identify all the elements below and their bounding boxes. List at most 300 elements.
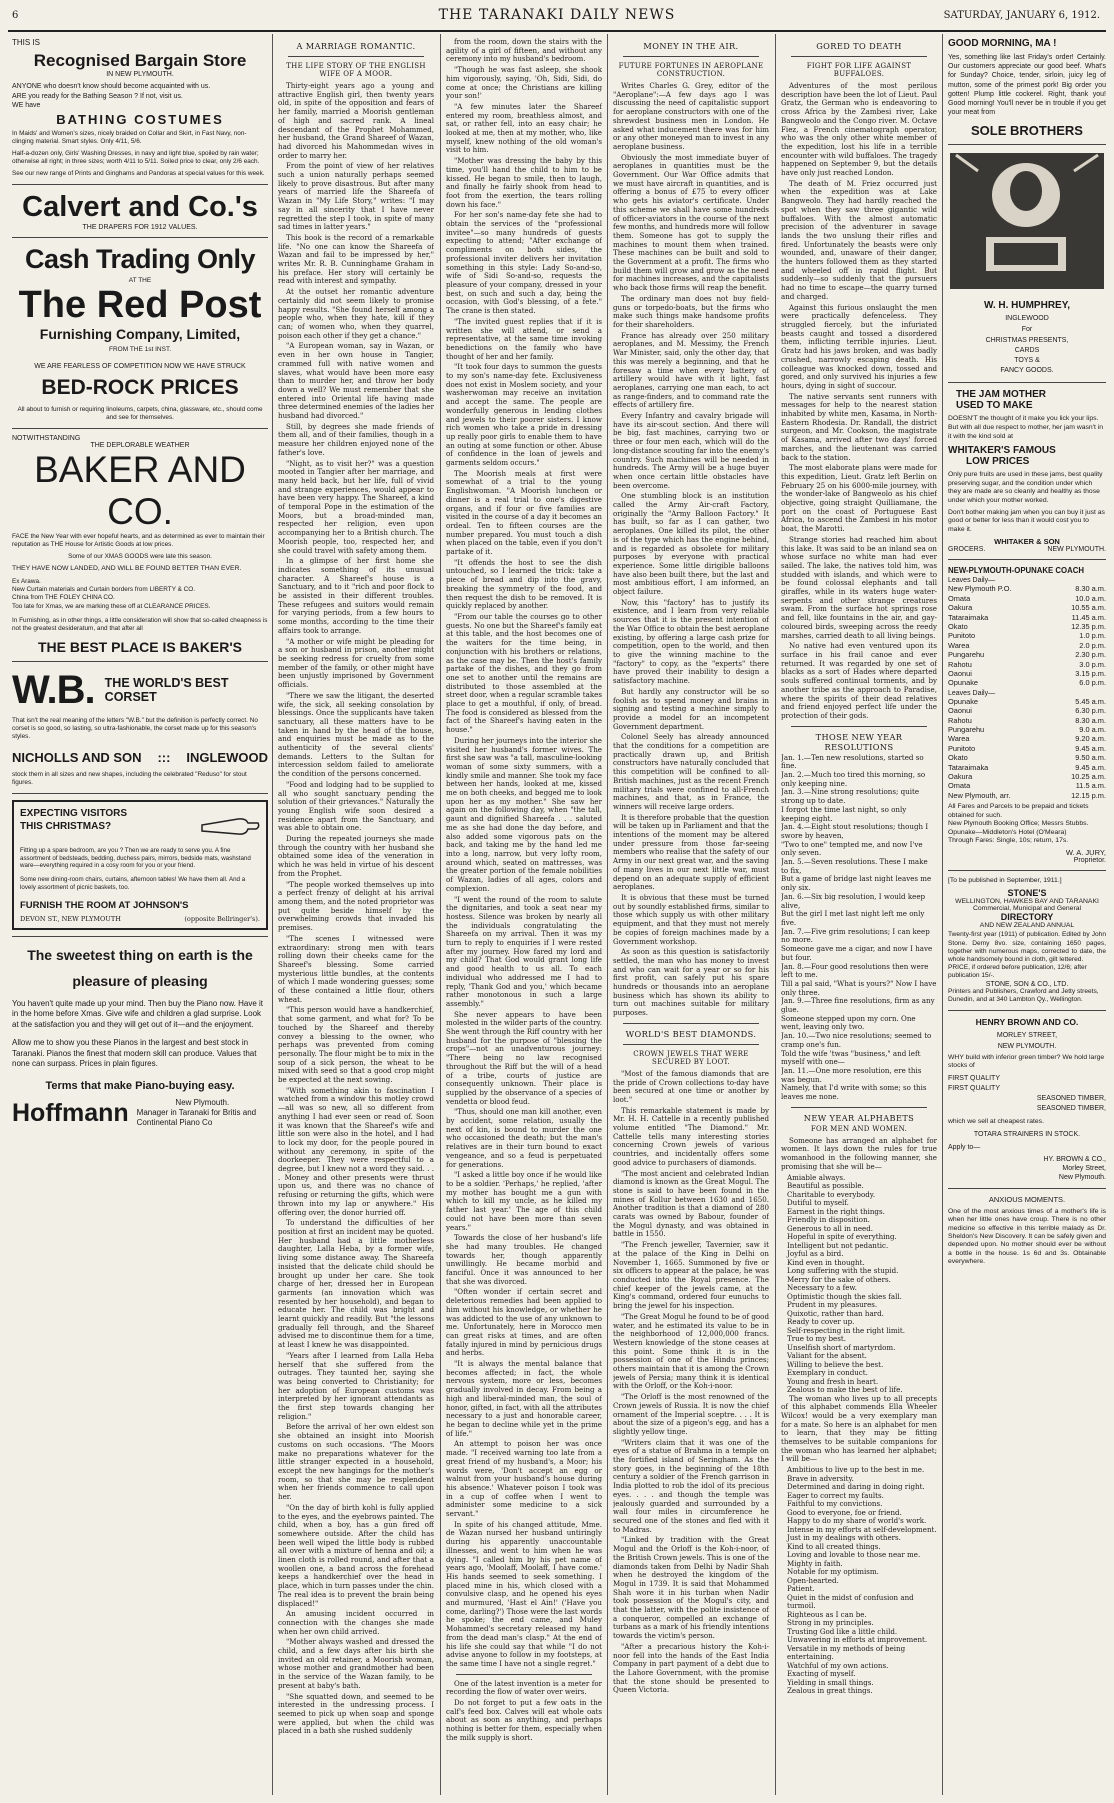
article-paragraph: "It is always the mental balance that becomes affected; in fact, the whole nervous system, more or less, becomes gradually involved in decay. From being a high and liberal-minded man, the soul of honor, gifted, in fact, with all the attributes necessary to a just and honorable career, he began to decline while yet in the prime of life." — [446, 1359, 602, 1438]
divider — [12, 661, 268, 662]
article-paragraph: Writes Charles G. Grey, editor of the "Aeroplane":—A few days ago I was discussing the need of capitalistic support for aeroplane constructors with one of the shrewdest business men in London. He asked what inducement there was for him or any other moneyed man to invest in any aeroplane business. — [613, 81, 769, 151]
timetable-row — [948, 641, 1106, 650]
list-item: Jan. 5.—Seven resolutions. These I make to fix, — [781, 857, 928, 875]
article-paragraph: "Food and lodging had to be supplied to all who sought sanctuary pending the solution of their grievances." Naturally the young English wife soon desired a residence apart from the Sanctuary, and was able to obtain one. — [278, 779, 434, 833]
ad-heading: EXPECTING VISITORS — [20, 807, 128, 819]
ad-text: Apply to— — [948, 1143, 981, 1151]
list-item: Strong in my principles. — [787, 1618, 874, 1628]
ad-heading: THE BEST PLACE IS BAKER'S — [37, 638, 243, 655]
timetable-row — [948, 631, 1106, 640]
list-item: Too late for Xmas, we are marking these off at CLEARANCE PRICES. — [12, 602, 211, 610]
divider — [12, 793, 268, 794]
ad-text: Don't bother making jam when you can buy it just as good or better for less than it would cost you to make it. — [948, 508, 1105, 533]
list-item: Necessary to a few. — [787, 1283, 857, 1293]
hoffmann-ad — [12, 947, 268, 1128]
article-marriage-romantic — [278, 38, 434, 1795]
article-paragraph: "Night, as to visit her?" was a question mooted in Tangier after her marriage, and many held back, but her life, full of vivid and strange experiences, would appear to have been very happy. The Shareef, a kind of temporal Pope in the estimation of the Moors, but a broad-minded man, respected her religion, even upon accompanying her to a British church. The Moorish people, too, respected her, and she could travel with safety among them. — [278, 458, 434, 555]
article-subtitle: FUTURE FORTUNES IN AEROPLANE CONSTRUCTION. — [618, 62, 764, 78]
article-paragraph: from the room, down the stairs with the agility of a girl of fifteen, and without any ceremony into my husband's bedroom. — [446, 38, 602, 64]
article-paragraph: The death of M. Friez occurred just when the expedition was at Lake Bangweolo. They had hardly reached the spot when they saw three gigantic wild buffaloes. With the almost automatic precision of the adventurer in savage lands the two unslung their rifles and fired. Unfortunately the beasts were only wounded, and, unaware of their danger, the hunters followed them as they started and wheeled off in rapid flight. But suddenly—so suddenly that the pursuers had no time to escape—the quarry turned and charged. — [781, 178, 937, 301]
divider — [623, 1023, 759, 1024]
timetable-up — [948, 697, 1106, 800]
column-rule — [272, 34, 273, 1795]
stop-time: 6.0 p.m. — [1079, 678, 1106, 688]
stop-name: Punitoto — [948, 631, 976, 641]
ad-town: NEW PLYMOUTH. — [1047, 546, 1106, 554]
list-item: Dutiful to myself. — [787, 1198, 849, 1208]
ad-text: See our new range of Prints and Ginghams and Pandoras at special values for this week. — [12, 170, 265, 177]
list-item: Loving and lovable to those near me. — [787, 1550, 921, 1560]
article-paragraph: One stumbling block is an institution called the Army Air-craft Factory, originally the "Army Balloon Factory." It has built, so far as I can gather, two aeroplanes. One killed its pilot, the other is of the type which has the engine behind, and is regarded as obsolete for military purposes by everyone with practical experience. Some little dirigible balloons have also been built there, but the last and most ambitious effort, I am informed, an object failure. — [613, 491, 769, 597]
column-rule — [775, 34, 776, 1795]
ad-heading: BED-ROCK PRICES — [41, 376, 239, 399]
masthead-rule — [8, 30, 1106, 32]
stop-time: 9.45 a.m. — [1075, 743, 1106, 753]
list-item: Till a pal said, "What is yours?" Now I have only three. — [781, 978, 937, 997]
list-item: Jan. 3.—Nine strong resolutions; quite strong up to date. — [781, 787, 920, 806]
article-paragraph: As soon as this question is satisfactorily settled, the man who has money to invest and who can wait for a year or so for his first profit, can safely put his spare hundreds or thousands into an aeroplane business which has shown its ability to turn out machines suitable for military purposes. — [613, 947, 769, 1018]
divider — [948, 382, 1106, 383]
list-item: Zealous to make the best of life. — [787, 1385, 903, 1395]
article-paragraph: "On the day of birth kohl is fully applied to the eyes, and the eyebrows painted. The child, when a boy, has a gun fired off somewhere outside. After the child has been well wiped the little body is rubbed all over with a mixture of henna and oil; a linen cloth is rolled round, and after that a woollen one, a band across the forehead keeps a handkerchief over the head in place, which in turn passes under the chin. The real idea is to prevent the brain being displaced!" — [278, 1502, 434, 1608]
list-item: Intense in my efforts at self-development. — [787, 1524, 937, 1534]
page-number: 6 — [12, 10, 19, 21]
ad-note: (opposite Bellringer's). — [184, 914, 260, 923]
list-item: Beautiful as possible. — [787, 1181, 864, 1191]
list-item: Quiet in the midst of confusion and turmoil. — [787, 1592, 914, 1611]
article-paragraph: But hardly any constructor will be so foolish as to spend money and brains in signing and testing a machine simply to provide a model for an incompetent Government department. — [613, 686, 769, 731]
ad-name: The Red Post — [18, 284, 262, 326]
divider — [12, 936, 268, 937]
stop-name: Tataraimaka — [948, 762, 989, 772]
ad-name: BAKER AND CO. — [34, 449, 246, 532]
ad-list — [12, 578, 268, 611]
masthead — [0, 0, 1114, 32]
article-paragraph: During the repeated journeys she made through the country with her husband she obtained some idea of the veneration in which he was held in virtue of his descent from the Prophet. — [278, 834, 434, 878]
johnson-ad — [12, 800, 268, 930]
list-item: Jan. 4.—Eight stout resolutions; though I swore by heaven, — [781, 822, 929, 840]
list-item: Determined and daring in doing right. — [787, 1482, 925, 1492]
stop-name: Punitoto — [948, 743, 976, 753]
ad-signature — [948, 1155, 1106, 1182]
list-item: TOYS & — [1014, 357, 1040, 365]
timetable-row — [948, 716, 1106, 725]
ad-heading: Terms that make Piano-buying easy. — [45, 1079, 235, 1092]
ad-name: NICHOLLS AND SON — [12, 749, 142, 765]
article-paragraph: An attempt to poison her was once made. "I received warning too late from a great friend of my husband's, a Moor; his words were, 'Don't accept an egg or walnut from your husband's house during his absence.' Whatever poison I took was in a cup of coffee when I went to administer some medicine to a sick servant." — [446, 1439, 602, 1519]
list-item: Jan. 8.—Four good resolutions then were left to me. — [781, 961, 929, 980]
ad-heading: ANXIOUS MOMENTS. — [988, 1194, 1066, 1204]
issue-date: SATURDAY, JANUARY 6, 1912. — [943, 10, 1100, 21]
corset-ad — [12, 668, 268, 787]
ad-title: Recognised Bargain Store — [33, 51, 247, 70]
list-item: Faithful to my convictions. — [787, 1499, 883, 1509]
timetable-row — [948, 744, 1106, 753]
ad-text: Printers and Publishers, Crawford and Jetty streets, Dunedin, and at 340 Lambton Qy., Wellington. — [948, 987, 1099, 1003]
stop-name: Oakura — [948, 603, 973, 613]
stop-time: 6.30 p.m. — [1075, 706, 1106, 716]
list-item: Jan. 2.—Much too tired this morning, so only keeping nine. — [781, 770, 926, 788]
ad-heading: NEW-PLYMOUTH-OPUNAKE COACH — [948, 566, 1084, 576]
list-item: Jan. 10.—Two nice resolutions; seemed to cramp one's fun. — [781, 1031, 932, 1049]
stop-time: 9.50 a.m. — [1075, 753, 1106, 763]
stop-name: Oakura — [948, 772, 973, 782]
divider — [456, 1674, 592, 1675]
ad-line: ANYONE who doesn't know should become acquainted with us. — [12, 83, 211, 90]
timetable-row — [948, 753, 1106, 762]
ad-text: Some of our XMAS GOODS were late this season. — [68, 553, 212, 560]
ad-text: Some new dining-room chairs, curtains, afternoon tables! We have them all. And a lovely assortment of picnic baskets, too. — [20, 876, 246, 891]
article-paragraph: "Thus, should one man kill another, even by accident, some relation, usually the next of kin, is bound to murder the one who occasioned the death; but the man's relatives are in their turn bound to exact vengeance, and so a feud is perpetuated for generations. — [446, 1107, 602, 1169]
ad-kicker: NOTWITHSTANDING — [12, 435, 81, 442]
list-item: CARDS — [1014, 347, 1040, 355]
article-paragraph: "A European woman, say in Wazan, or even in her own house in Tangier, crammed full with native women and slaves, what would have been more easy than to murder her, and throw her body down a well? We must remember that she entered into Oriental life having made three determined enemies of the ladies her husband had divorced." — [278, 341, 434, 421]
article-paragraph: This remarkable statement is made by Mr. H. H. Cattelle in a recently published volume entitled "The Diamond." Mr. Cattelle tells many interesting stories concerning Crown jewels of various countries, and incidentally offers some good advice to purchasers of diamonds. — [613, 1105, 769, 1167]
list-item: Prudent in my pleasures. — [787, 1300, 878, 1310]
stop-name: Opunake — [948, 678, 978, 688]
list-item: "Two to one" tempted me, and now I've only seven. — [781, 839, 923, 858]
column-rule — [607, 34, 608, 1795]
stop-name: Warea — [948, 734, 970, 744]
article-paragraph: For her son's name-day fete she had to obtain the services of the "professional invitee"—so many hundreds of guests expecting to attend; "After exchange of compliments on both sides, the professional inviter delivers her invitation something in this style: Lady So-and-so, wife of Sidi So-and-so, requests the pleasure of your company, dressed in your best, on such and such a day, being the occasion, with God's blessing, of a fete." The crane is then stated. — [446, 210, 602, 316]
stop-name: Warea — [948, 640, 970, 650]
article-paragraph: To understand the difficulties of her position at first an incident may be quoted. Her husband had a little motherless daughter, Lalla Heba, by a former wife, living some distance away. The Shareefa insisted that the delicate child should be brought up under her care. She took charge of her, dressed her in European garments (an innovation which was resented by her household), and began to educate her. The child was bright and learnt quickly and readily. But "the lessons gradually fell through, and the Shareef advised me to discontinue them for a time, at least I knew he was disappointed. — [278, 1218, 434, 1350]
timetable-down — [948, 584, 1106, 687]
divider — [12, 184, 268, 185]
ad-text: In Maids' and Women's sizes, nicely braided on Collar and Skirt, in Fast Navy, non-clinging material. Smart styles. Only 4/11, 5/6. — [12, 130, 247, 145]
stop-time: 8.30 a.m. — [1075, 584, 1106, 594]
stop-name: Okato — [948, 753, 968, 763]
ad-text: Commercial, Municipal and General — [972, 905, 1082, 913]
article-paragraph: "There we saw the litigant, the deserted wife, the sick, all seeking consolation by blessings. Once the supplicants have taken sanctuary, all these matters have to be taken in hand by the head of the house, and enquiries must be made as to the authenticity of the several clients' demands. Letters to the Sultan for intercession seldom failed to ameliorate the condition of the persons concerned. — [278, 690, 434, 779]
timetable-row — [948, 763, 1106, 772]
article-paragraph: Thirty-eight years ago a young and attractive English girl, then twenty years old, in spite of the opposition and fears of her family, married a Moorish gentleman of high and sacred rank. A lineal descendant of the Prophet Mohammed, her husband, the Grand Shareef of Wazan, had divorced his Mahommedan wives in order to marry her. — [278, 81, 434, 160]
article-paragraph: "With something akin to fascination I watched from a window this motley crowd—all was so new, all so different from anything I had ever seen or read of. Soon it was known that the Shareef's wife and little son were also in the hotel, and I had to lock my door, for the people poured in without any ceremony, in spite of the doorkeeper. They were respectful to a degree, but I knew not a word they said. . . . Money and other presents were thrust upon us, and there was no chance of refusing or returning the gifts, which were thrown into my lap or anywhere." His offering over, the donor hurried off. — [278, 1085, 434, 1217]
list-item: Intelligent but not pedantic. — [787, 1240, 889, 1250]
news-item: Do not forget to put a few oats in the calf's feed box. Calves will eat whole oats about as soon as anything, and perhaps nothing is better for them, especially when the milk supply is short. — [446, 1698, 602, 1742]
article-paragraph: Now, this "factory" has to justify its existence, and I learn from very reliable sources that it is the present intention of the War Office to obtain the best aeroplane existing, by offering a large cash prize for competition, open to the world, and then to give the winning machine to the "factory" to copy, as the "experts" there have proved their inability to design a satisfactory machine. — [613, 597, 769, 686]
ad-text: Only pure fruits are used in these jams, best quality preserving sugar, and the condition under which they are made are so cleanly and healthy as those under which your mother worked. — [948, 471, 1103, 504]
ad-text: Leaves Daily— — [948, 577, 996, 585]
ad-sub: THE DRAPERS FOR 1912 VALUES. — [82, 224, 198, 231]
ad-text: Yes, something like last Friday's order! Certainly. Our customers appreciate our good beef. What's for Sunday? Choice, tender, sirloin, juicy leg of mutton, some of the primest pork! Big order you gotten! Plump little cockerel. Right, thank you! Good morning! You'll never be in trouble if you get your meat from — [948, 54, 1106, 117]
ad-line: WE have — [12, 102, 41, 109]
ad-logo-text: W.B. — [12, 667, 95, 712]
stop-time: 2.0 p.m. — [1079, 640, 1106, 650]
stop-name: Oaonui — [948, 669, 972, 679]
timetable-row — [948, 622, 1106, 631]
article-paragraph: She never appears to have been molested in the wilder parts of the country. She went through the Riff country with her husband for the purpose of "blessing the crops"—not an unadventurous journey: "There being no law recognised throughout the Riff but the will of a head of a tribe, courts of justice are consequently unknown. Their place is supplied by the observance of a species of vendetta or blood feud. — [446, 1009, 602, 1106]
ad-text: which we sell at cheapest rates. — [948, 1117, 1044, 1125]
ad-heading: USED TO MAKE — [956, 400, 1033, 412]
ad-address-row — [948, 546, 1106, 553]
ad-heading: DIRECTORY — [1000, 912, 1054, 923]
list-item: Watchful of my own actions. — [787, 1660, 889, 1670]
ad-heading: THE JAM MOTHER — [956, 389, 1046, 401]
ad-name: Hoffmann — [12, 1098, 129, 1127]
ad-name: W. H. HUMPHREY, — [983, 300, 1071, 312]
ad-name: SOLE BROTHERS — [971, 123, 1083, 139]
timetable-row — [948, 603, 1106, 612]
article-paragraph: "It took four days to summon the guests to my son's name-day fete. Exclusiveness does not exist in Moslem society, and your washerwoman may receive an invitation and accept the same. The people are wonderfully generous in lending clothes and jewels to their poorer sisters. I know rich women who take a pride in dressing up really poor girls to enable them to have an outing at some function or other. Abuse of confidence in the loan of jewels and garments seldom occurs." — [446, 362, 602, 468]
list-item: New Curtain materials and Curtain borders from LIBERTY & CO. — [12, 586, 196, 594]
stop-time: 10.55 a.m. — [1071, 603, 1106, 613]
article-paragraph: "The Orloff is the most renowned of the Crown jewels of Russia. It is now the chief ornament of the Imperial sceptre. . . . It is about the size of a pigeon's egg, and has a slightly yellow tinge. — [613, 1392, 769, 1436]
list-item: Earnest in the right things. — [787, 1206, 885, 1216]
timetable-row — [948, 660, 1106, 669]
list-item: Namely, that I'd write with some; so this leaves me none. — [781, 1083, 927, 1102]
list-item: Happy to do my share of world's work. — [787, 1516, 927, 1526]
ad-text: FACE the New Year with ever hopeful hearts, and as determined as ever to maintain their reputation as THE House for Artistic Goods at low prices. — [12, 533, 265, 548]
article-paragraph: Adventures of the most perilous description have been the lot of Lieut. Paul Gratz, the German who is endeavoring to cross Africa by the Zambesi river, Lake Bangweolo and the Congo river. M. Octave Fiez, a French cinematograph operator, who was the only other white member of the expedition, lost his life in a terrible encounter with wild buffaloes. The tragedy happened on September 9, but the details have only just reached London. — [781, 81, 937, 178]
article-paragraph: "Years after I learned from Lalla Heba herself that she suffered from the outrages. They taunted her, saying she was being converted to Christianity; for her adoption of European customs was interpreted by her ignorant attendants as the first step towards changing her religion." — [278, 1350, 434, 1421]
article-paragraph: "I asked a little boy once if he would like to be a soldier. 'Perhaps,' he replied, 'after my mother has bought me a gun with which to kill my uncle, as he killed my father last year.' The age of this child could not have been more than seven years." — [446, 1170, 602, 1232]
article-paragraph: "The Great Mogul he found to be of good water, and he estimated its value to be in the neighborhood of 12,000,000 francs. Western knowledge of the stone ceases at this point. Some think it is in the possession of one of the Hindu princes; others maintain that it is among the Crown jewels of Persia; many think it is identical with the Orloff, or the Koh-i-noor. — [613, 1311, 769, 1391]
stop-time: 11.5 a.m. — [1075, 781, 1106, 791]
list-item: Mighty in faith. — [787, 1558, 843, 1568]
advert-column — [12, 38, 268, 1795]
article-paragraph: In a glimpse of her first home she indicates something of its unusual character. A Shareef's house is a Sanctuary, and to it "rich and poor flock to be assisted in their different troubles. These refugees and suitors would remain for varying periods, from a few hours to some months, according to the time their affairs took to arrange. — [278, 556, 434, 635]
ad-text: Half-a-dozen only, Girls' Washing Dresses, in navy and light blue, spoiled by rain water; otherwise all right; in three sizes; worth 4/11 to 5/11. Soiled price to clear, only 2/6 each. — [12, 150, 260, 165]
ad-text: THEY HAVE NOW LANDED, AND WILL BE FOUND BETTER THAN EVER. — [12, 565, 242, 572]
separator: ::: — [157, 749, 171, 765]
ad-heading: BATHING COSTUMES — [56, 112, 224, 127]
article-paragraph: The woman who lives up to all precepts of this alphabet commends Ella Wheeler Wilcox! would be a very exemplary man for a mate. So here is an alphabet for men to learn, that they may be fitting themselves to be suitable companions for the woman who has learned her alphabet; I will be— — [781, 1393, 937, 1464]
divider — [623, 1044, 759, 1045]
divider — [791, 56, 927, 57]
stop-time: 12.15 p.m. — [1071, 790, 1106, 800]
list-item: Jan. 9.—Three fine resolutions, firm as any glue. — [781, 996, 935, 1015]
article-paragraph: Every Infantry and cavalry brigade will have its air-scout section. And there will be big, fast machines, carrying two or three or four men each, which will do the long-distance scouting far into the enemy's country. Such machines will be needed in hundreds. The Army will be a huge buyer when once certain little obstacles have been overcome. — [613, 411, 769, 490]
list-item: Ready to cover up. — [787, 1317, 855, 1327]
article-paragraph: "Linked by tradition with the Great Mogul and the Orloff is the Koh-i-noor, of the British Crown jewels. This is one of the diamonds taken from Delhi by Nadir Shah when he destroyed the kingdom of the Mogul in 1739. It is said that Mohammed Shah wore it in his turban when Nadir took possession of the Mogul's city, and that the latter, with the polite insistence of a conqueror, compelled an exchange of turbans as a mark of his friendly intentions towards the victim's person. — [613, 1535, 769, 1641]
ad-text: AND NEW ZEALAND ANNUAL — [979, 922, 1075, 930]
list-item: Someone gave me a cigar, and now I have but four. — [781, 944, 933, 962]
ad-place: IN NEW PLYMOUTH. — [106, 71, 174, 78]
ad-text: Opunake—Middleton's Hotel (O'Meara) — [948, 828, 1067, 836]
ad-heading: WHITAKER'S FAMOUS — [948, 445, 1056, 457]
ad-text: Fitting up a spare bedroom, are you ? Then we are ready to serve you. A fine assortment of bedsteads, bedding, duchess pairs, mirrors, bedside mats, washstand ware—everything required in a cosy room for you or your friend. — [20, 846, 251, 870]
ad-text: Morley Street, — [1062, 1164, 1106, 1172]
article-paragraph: In spite of his changed attitude, Mme. de Wazan nursed her husband untiringly during his apparently unaccountable illnesses, and went to him when he was dying. "I called him by his pet name of years ago, 'Moolaff, Moolaff, I have come.' His hands seemed to seek something. I placed mine in his, which closed with a convulsive clasp, and he opened his eyes and murmured, 'Hast el Ain!' ('Have you come, darling?') Those were the last words he spoke; the end came, and Muley Mohammed's secretary released my hand from the dead man's clasp." At the end of his life she could say that while "I do not advise anyone to follow in my footsteps, at the same time I have not a single regret." — [446, 1519, 602, 1668]
timetable-row — [948, 706, 1106, 715]
ad-text: Leaves Daily— — [948, 689, 996, 697]
list-item: Good to everyone, foe or friend. — [787, 1507, 902, 1517]
article-paragraph: It is obvious that these must be turned out by soundly established firms, similar to those which supply us with other military equipment, and that they must not merely be copies of foreign machines made by a Government workshop. — [613, 892, 769, 946]
list-item: Optimistic though the skies fall. — [787, 1291, 902, 1301]
list-item: But the girl I met last night left me only five. — [781, 909, 925, 927]
list-item: Valiant for the absent. — [787, 1351, 867, 1361]
ad-title: Calvert and Co.'s — [22, 191, 258, 223]
ad-town: New Plymouth. — [1058, 1173, 1106, 1181]
ad-heading: THIS CHRISTMAS? — [20, 820, 112, 832]
ad-name: W. A. JURY, — [1065, 848, 1106, 858]
stop-time: 12.35 p.m. — [1071, 621, 1106, 631]
stop-time: 3.0 p.m. — [1079, 659, 1106, 669]
article-paragraph: "The invited guest replies that if it is written she will attend, or send a representative, at the same time invoking benedictions on the family who have thought of her and her family. — [446, 316, 602, 361]
advert-column-right — [948, 38, 1106, 1795]
stop-time: 9.20 a.m. — [1075, 734, 1106, 744]
article-paragraph: "From our table the courses go to other guests. No one but the Shareef's family eat at this table, and the host becomes one of the waiters for the time being, in conjunction with his brothers or relations, as the case may be. Then the host's family partake of the dishes, and they go from one set to another until the remains are distributed to those assembled at the street door, when a regular scramble takes place to get a mouthful, if only, of bread. The food is considered as blessed from the fact of the Shareef's having eaten in the house." — [446, 612, 602, 735]
ad-text: One of the most anxious times of a mother's life is when her little ones have croup. There is no other medicine so effective in this terrible malady as Dr. Sheldon's New Discovery. It can be safely given and depended upon. No mother should ever be without a bottle in the house. 1s 6d and 3s. Obtainable everywhere. — [948, 1207, 1106, 1266]
ad-text: Twenty-first year (1911) of publication. Edited by John Stone. Demy 8vo. size, containing 1650 pages, together with numerous maps, corrected to date, the whole handsomely bound in cloth, gilt lettered. — [948, 931, 1106, 963]
ad-text: All Fares and Parcels to be prepaid and tickets obtained for such. — [948, 803, 1089, 819]
article-paragraph: Against this furious onslaught the men were practically defenceless. They struggled fiercely, but the infuriated beasts caught and tossed a disordered them, inflicting terrible injuries. Lieut. Gratz had his jaws broken, and was badly crushed, narrowly escaping death. His colleague was knocked down, tossed and gored, and only survived his injuries a few hours, dying in sight of succour. — [781, 302, 937, 390]
ad-name: STONE'S — [1007, 888, 1047, 899]
article-paragraph: Strange stories had reached him about this lake. It was said to be an inland sea on whose surface no white man had ever sailed. The lake, the natives told him, was studded with islands, and which were to be found colossal elephants and tall giraffes, while in its waters huge water-serpents and other strange creatures swam. From the surface hot springs rose and fell, like fountains in the air, and gay-coloured birds, sweeping across the reedy marshes, carried death to all living beings. — [781, 534, 937, 640]
article-paragraph: "She squatted down, and seemed to be interested in the undressing process. I seemed to pick up when soap and sponge were applied, but when the child was placed in a bath she rushed suddenly — [278, 1691, 434, 1736]
article-title: THOSE NEW YEAR RESOLUTIONS — [815, 731, 903, 752]
ad-address-row — [20, 915, 260, 923]
list-item: Someone stepped upon my corn. One went, leaving only two. — [781, 1013, 916, 1032]
ad-title: Cash Trading Only — [24, 244, 256, 274]
list-item: I forgot the time last night, so only keeping eight. — [781, 804, 907, 823]
ad-name: STONE, SON & CO., LTD. — [985, 980, 1069, 988]
divider — [12, 428, 268, 429]
ad-text: WELLINGTON, HAWKES BAY AND TARANAKI — [955, 898, 1099, 906]
article-paragraph: At the outset her romantic adventure certainly did not seem likely to promise happy results. "She found herself among a people who, when they hate, kill if they can; of women who, when they quarrel, poison each other if they get a chance." — [278, 287, 434, 340]
stop-name: Oaonui — [948, 706, 972, 716]
article-paragraph: The native servants sent runners with messages for help to the nearest station inhabited by white men, Kasama, in North-Eastern Rhodesia. Dr. Randall, the district surgeon, and Mr. Cookson, the magistrate of Kasama, arrived after two days' forced marches, and the lieutenant was carried back to the station. — [781, 391, 937, 462]
article-title: WORLD'S BEST DIAMONDS. — [625, 1028, 757, 1039]
list-item: Joyful as a bird. — [787, 1249, 844, 1259]
article-paragraph: During her journeys into the interior she visited her husband's former wives. The first she saw was "a tall, masculine-looking woman of some sixty summers, with a kindly smile and manner. She took my face between her hands, looked at me, kissed me on both cheeks, and begged me to look upon her as my mother." She saw her again on the following day, when "the tall, gaunt and dignified Shareefa . . . saluted me as she had done the day before, and also added some vigorous pats on the back, and taking me by the hand led me into a long, narrow, but very lofty room, around which, seated on mattresses, was the greater portion of the female nobilities of Wazan, ladies of all ages, colors and complexion. — [446, 735, 602, 893]
list-item: Kind even in thought. — [787, 1257, 865, 1267]
list-item: CHRISTMAS PRESENTS, — [985, 337, 1069, 345]
list-item: Unselfish short of martyrdom. — [787, 1342, 896, 1352]
list-item: Ex Arawa. — [12, 578, 41, 585]
list-item: But a game of bridge last night leaves me only six. — [781, 874, 932, 893]
article-title: NEW YEAR ALPHABETS — [803, 1112, 915, 1123]
stop-name: New Plymouth, arr. — [948, 790, 1011, 800]
stop-name: Pungarehu — [948, 650, 985, 660]
ad-heading: The sweetest thing on earth is the — [27, 946, 253, 963]
list-item: Jan. 11.—One more resolution, ere this was begun. — [781, 1065, 922, 1084]
ad-heading: GOOD MORNING, MA ! — [948, 38, 1057, 49]
ad-heading: FURNISH THE ROOM AT JOHNSON'S — [20, 899, 189, 911]
list-item: SEASONED TIMBER, — [1036, 1104, 1106, 1112]
ad-text: New Plymouth Booking Office; Messrs Stubbs. — [948, 820, 1089, 828]
list-item: Ambitious to live up to the best in me. — [787, 1465, 925, 1475]
ad-text: Allow me to show you these Pianos in the largest and best stock in Taranaki. Pianos the finest that modern skill can produce. Values that none can surpass. Prices in plain figures. — [12, 1038, 257, 1069]
article-paragraph: "The most ancient and celebrated Indian diamond is known as the Great Mogul. The stone is said to have been found in the mines of Kollur between 1630 and 1650. Another tradition is that a diamond of 280 carats was owned by Babour, founder of the Mogul dynasty, and was obtained in battle in 1550. — [613, 1168, 769, 1239]
article-paragraph: "Mother was dressing the baby by this time, you'll hand the child to him to be kissed. He began to smile, then to laugh, and finally he fairly shook from head to foot from the exertion, the tears rolling down his face." — [446, 156, 602, 209]
ad-text: For — [1021, 326, 1033, 334]
ad-kicker: THE DEPLORABLE WEATHER — [90, 442, 190, 449]
ad-text: MORLEY STREET, — [996, 1031, 1058, 1039]
list-item: Told the wife 'twas "business," and left myself with one— — [781, 1048, 921, 1067]
list-item: Willing to believe the best. — [787, 1359, 884, 1369]
ad-text: Proprietor. — [1073, 857, 1106, 865]
article-paragraph: An amusing incident occurred in connection with the changes she made when her own child arrived. — [278, 1609, 434, 1636]
ad-address: DEVON ST., NEW PLYMOUTH — [20, 914, 121, 923]
list-item: Open-hearted. — [787, 1575, 839, 1585]
list-item: Zealous in great things. — [787, 1686, 873, 1696]
ad-line: ARE you ready for the Bathing Season ? If not, visit us. — [12, 93, 183, 100]
article-paragraph: From the point of view of her relatives such a union naturally perhaps seemed likely to prove disastrous. But after many years of married life the Shareefa of Wazan in "My Life Story," writes: "I may say in all sincerity that I have never regretted the step I took, in spite of many sad times in latter years." — [278, 161, 434, 232]
stop-time: 5.45 a.m. — [1075, 696, 1106, 706]
list-item: Eager to correct my faults. — [787, 1490, 884, 1500]
list-item: Long suffering with the stupid. — [787, 1266, 899, 1276]
article-subtitle: FOR MEN AND WOMEN. — [810, 1124, 908, 1133]
stop-name: Omata — [948, 593, 971, 603]
article-paragraph: "I went the round of the room to salute the dignitaries, and took a seat near my hostess. Silence was broken by nearly all the individuals congratulating the Shareefa on my arrival. Then it was my turn to reply to enquiries if I were rested after my journey. How fared my lord and my child? That God would grant long life and good health to us all. To each individual who addressed me I had to reply, 'Thank God and you,' which became rather monotonous in such a large assembly." — [446, 894, 602, 1008]
newspaper-title: THE TARANAKI DAILY NEWS — [438, 7, 676, 23]
article-paragraph: No native had even ventured upon its surface in his frail canoe and ever returned. It was regarded by one set of blacks as a sort of Hades where departed souls suffered continual torments, and by another tribe as the approach to Paradise, where the spirits of their dead relatives and friend enjoyed perfect life under the protection of their gods. — [781, 641, 937, 720]
baker-ad — [12, 435, 268, 655]
ad-text: PRICE, if ordered before publication, 12/6; after publication 15/-. — [948, 964, 1087, 980]
list-item: Exacting of myself. — [787, 1669, 856, 1679]
timetable-row — [948, 594, 1106, 603]
list-item: Notable for my optimism. — [787, 1567, 879, 1577]
list-item: Hopeful in spite of everything. — [787, 1232, 897, 1242]
red-post-ad — [12, 244, 268, 422]
ad-name: HENRY BROWN AND CO. — [975, 1016, 1079, 1027]
list-item: Unwavering in efforts at improvement. — [787, 1635, 928, 1645]
article-paragraph: "This person would have a handkerchief, that some garment, and what for? To be touched by the Shareef and thereby convey a blessing to the owner, who perhaps was prevented from coming personally. The flour might be to mix in the soup of a sick person, the wheat to be mixed with seed so that a good crop might be expected at the next sowing. — [278, 1005, 434, 1085]
divider — [791, 726, 927, 727]
ad-text: In Furnishing, as in other things, a little consideration will show that so-called cheapness is not the greatest desideratum, and that after all — [12, 616, 268, 632]
stop-time: 11.45 a.m. — [1071, 612, 1106, 622]
divider — [288, 56, 424, 57]
stop-time: 1.0 p.m. — [1079, 631, 1106, 641]
ad-text: Through Fares: Single, 10s; return, 17s. — [948, 836, 1069, 844]
list-item: Righteous as I can be. — [787, 1609, 867, 1619]
article-paragraph: "Writers claim that it was one of the eyes of a statue of Brahma in a temple on the fortified island of Seringham. As the story goes, in the beginning of the 18th century a soldier of the French garrison in India plotted to rob the idol of its precious eyes. . . . and though the temple was jealously guarded and surrounded by a wall four miles in circumference he secured one of the stones and fled with it to Madras. — [613, 1437, 769, 1534]
list-item: Trusting God like a little child. — [787, 1626, 898, 1636]
list-item: Generous to all in need. — [787, 1223, 874, 1233]
list-item: Jan. 7.—Five grim resolutions; I can keep no more. — [781, 926, 930, 945]
list-item: Versatile in my methods of being entertaining. — [787, 1643, 906, 1662]
list-item: Young and fresh in heart. — [787, 1376, 879, 1386]
article-subtitle: FIGHT FOR LIFE AGAINST BUFFALOES. — [806, 62, 912, 78]
timetable-row — [948, 669, 1106, 678]
divider — [948, 1010, 1106, 1011]
timetable-row — [948, 584, 1106, 593]
ad-name: WHITAKER & SON — [994, 537, 1060, 547]
divider — [948, 1188, 1106, 1189]
ad-text: WHY build with inferior green timber? We hold large stocks of — [948, 1053, 1105, 1070]
column-rule — [440, 34, 441, 1795]
divider — [948, 559, 1106, 560]
divider — [948, 870, 1106, 871]
ad-text: stock them in all sizes and new shapes, including the celebrated "Reduso" for stout figures. — [12, 770, 247, 786]
list-item: Self-respecting in the right limit. — [787, 1325, 905, 1335]
ad-name: HY. BROWN & CO., — [1043, 1155, 1106, 1163]
timetable-row — [948, 772, 1106, 781]
list-item: Quixotic, rather than hard. — [787, 1308, 884, 1318]
list-item: FIRST QUALITY — [948, 1074, 1000, 1082]
article-paragraph: "Most of the famous diamonds that are the pride of Crown collections to-day have been secured at one time or another by loot." — [613, 1068, 769, 1104]
timetable-row — [948, 781, 1106, 790]
article-paragraph: This book is the record of a remarkable life. "No one can know the Shareefa of Wazan and fail to be impressed by her," writes Mr. R. B. Cunninghame Graham in his preface. Her story will certainly be read with interest and sympathy. — [278, 232, 434, 286]
article-paragraph: "Often wonder if certain secret and deleterious remedies had been applied to him without his knowledge, or whether he was addicted to the use of any unknown to me. Unfortunately, here in Morocco men can great risks at times, and are often fatally injured in mind by pernicious drugs and herbs. — [446, 1287, 602, 1358]
article-paragraph: "A few minutes later the Shareef entered my room, breathless almost, and sat, or rather fell, into an easy chair; he looked at me, then at my mother, who, like myself, knew nothing of the old woman's visit to him. — [446, 101, 602, 155]
ad-town: INGLEWOOD — [1005, 315, 1049, 323]
calvert-ad — [12, 191, 268, 231]
timetable-row — [948, 791, 1106, 800]
stop-name: Pungarehu — [948, 725, 985, 735]
ad-list — [948, 336, 1106, 376]
ad-list — [948, 1074, 1106, 1114]
timetable-row — [948, 678, 1106, 687]
list-item: China from THE FOLEY CHINA CO. — [12, 594, 115, 602]
article-paragraph: The most elaborate plans were made for this expedition, Lieut. Gratz left Berlin on February 25 on his 6000-mile journey, with the wonder-lake of Bangweolo as his chief objective, going straight Quilliamane, the port on the coast of Portuguese East Africa, to ascend the Zambesi in his motor boat, the Marotti. — [781, 463, 937, 534]
stop-time: 3.15 p.m. — [1075, 669, 1106, 679]
article-paragraph: Towards the close of her husband's life she had many troubles. He changed towards her, though apparently unwillingly. He became morbid and fanciful. Once it was announced to her that she was divorced. — [446, 1233, 602, 1286]
article-money-in-air — [613, 38, 769, 1795]
stop-name: New Plymouth P.O. — [948, 584, 1012, 594]
